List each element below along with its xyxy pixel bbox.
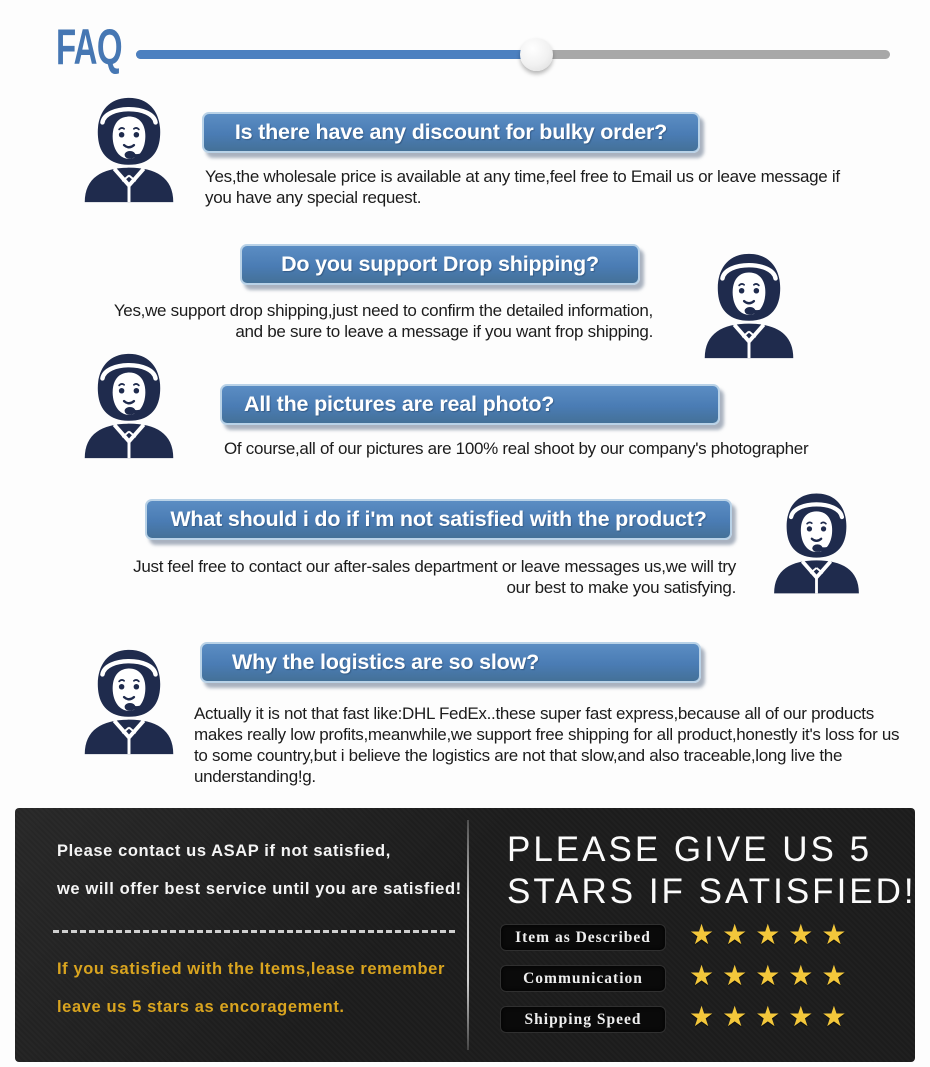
five-stars-heading-line2: STARS IF SATISFIED!	[507, 872, 917, 911]
question-label: Is there have any discount for bulky order?	[234, 120, 668, 144]
support-agent-icon	[690, 246, 808, 364]
question-banner	[240, 244, 640, 285]
star-rating-shipping-speed[interactable]: ★★★★★	[689, 1001, 855, 1032]
question-label: Do you support Drop shipping?	[281, 252, 599, 276]
question-label: What should i do if i'm not satisfied with the product?	[170, 507, 707, 531]
answer-text: Of course,all of our pictures are 100% real shoot by our company's photographer	[224, 439, 809, 458]
answer-text: Yes,we support drop shipping,just need to confirm the detailed information, and be sure to leave a message if you want frop shipping.	[113, 301, 653, 341]
question-banner	[202, 112, 700, 153]
stars-note-line2: leave us 5 stars as encoragement.	[57, 998, 345, 1016]
support-agent-icon	[70, 90, 188, 208]
contact-note-line1: Please contact us ASAP if not satisfied,	[57, 842, 391, 860]
question-banner	[145, 499, 732, 540]
contact-note-line2: we will offer best service until you are satisfied!	[57, 880, 462, 898]
question-label: Why the logistics are so slow?	[232, 650, 540, 674]
question-banner	[200, 642, 701, 683]
support-agent-icon	[70, 642, 188, 760]
rating-label-text: Communication	[523, 969, 643, 987]
rating-label-item-as-described	[500, 924, 666, 951]
question-label: All the pictures are real photo?	[244, 392, 555, 416]
star-rating-item-as-described[interactable]: ★★★★★	[689, 919, 855, 950]
rating-label-text: Shipping Speed	[524, 1010, 642, 1028]
feedback-panel	[15, 808, 915, 1062]
rating-label-text: Item as Described	[515, 928, 651, 946]
progress-slider-knob[interactable]	[520, 38, 553, 71]
question-banner	[220, 384, 720, 425]
answer-text: Actually it is not that fast like:DHL FedEx..these super fast express,because all of our products makes really low profits,meanwhile,we support free shipping for all product,honestly it's loss for us to some country,but i believe the logistics are not that slow,and also traceable,long live the understanding!g.	[194, 704, 900, 786]
dashed-divider	[53, 930, 455, 933]
progress-slider-fill	[136, 50, 532, 59]
stars-note-line1: If you satisfied with the Items,lease remember	[57, 960, 445, 978]
rating-label-shipping-speed	[500, 1006, 666, 1033]
five-stars-heading-line1: PLEASE GIVE US 5	[507, 830, 873, 869]
answer-text: Just feel free to contact our after-sales department or leave messages us,we will try our best to make you satisfying.	[133, 557, 736, 597]
rating-label-communication	[500, 965, 666, 992]
vertical-divider	[467, 820, 469, 1050]
page-title: FAQ	[56, 19, 122, 75]
support-agent-icon	[760, 486, 873, 599]
progress-slider-track	[136, 50, 890, 59]
star-rating-communication[interactable]: ★★★★★	[689, 960, 855, 991]
support-agent-icon	[70, 346, 188, 464]
answer-text: Yes,the wholesale price is available at any time,feel free to Email us or leave message if you have any special request.	[205, 167, 840, 207]
